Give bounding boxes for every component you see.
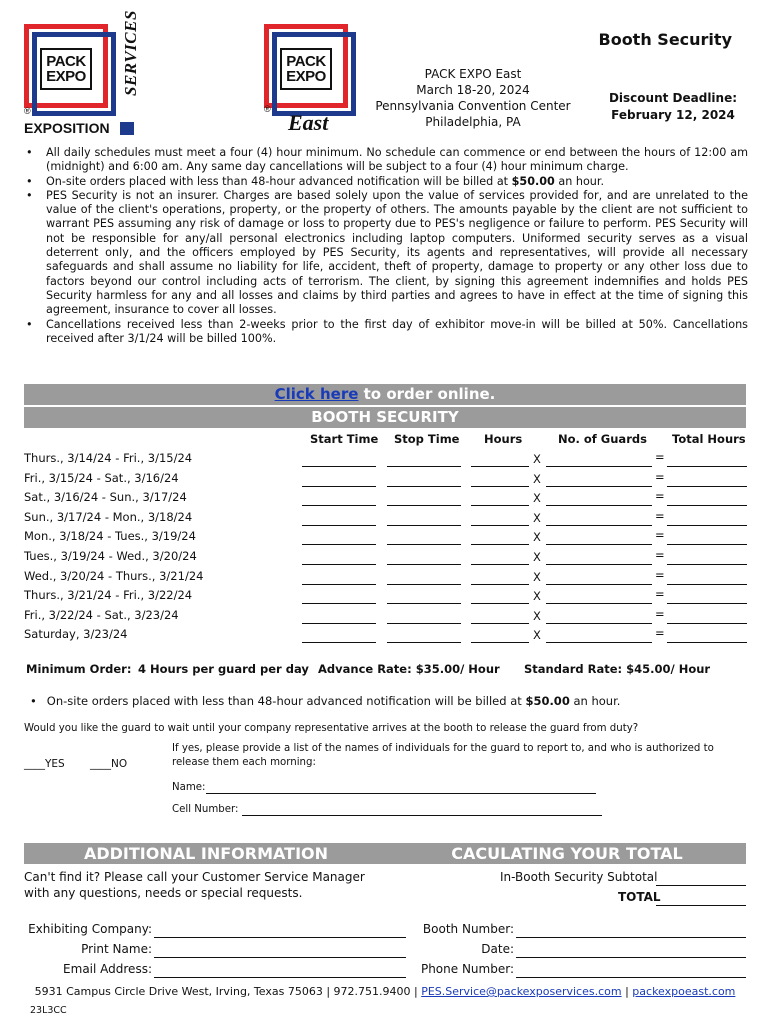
guards-field[interactable] (546, 642, 652, 643)
name-field[interactable] (206, 793, 596, 794)
times-sign: X (533, 491, 541, 506)
discount-deadline: Discount Deadline: February 12, 2024 (608, 91, 738, 122)
start-time-field[interactable] (302, 623, 376, 624)
guards-field[interactable] (546, 525, 652, 526)
stop-time-field[interactable] (387, 603, 461, 604)
stop-time-field[interactable] (387, 505, 461, 506)
hours-field[interactable] (471, 466, 529, 467)
phone-number-field[interactable] (516, 977, 746, 978)
print-name-field[interactable] (154, 957, 406, 958)
start-time-field[interactable] (302, 505, 376, 506)
additional-info-text: Can't find it? Please call your Customer Service Manager with any questions, needs or special requests. (24, 870, 365, 900)
start-time-field[interactable] (302, 544, 376, 545)
show-dates: March 18-20, 2024 (416, 83, 530, 97)
guards-field[interactable] (546, 505, 652, 506)
footer-email-link[interactable]: PES.Service@packexposervices.com (421, 985, 622, 998)
equals-sign: = (655, 548, 665, 562)
footer: 5931 Campus Circle Drive West, Irving, Texas 75063 | 972.751.9400 | PES.Service@packexposervices.com | packexpoeast.com (34, 985, 736, 998)
guards-field[interactable] (546, 486, 652, 487)
booth-number-label: Booth Number: (422, 922, 514, 936)
times-sign: X (533, 589, 541, 604)
times-sign: X (533, 510, 541, 525)
schedule-row-date: Tues., 3/19/24 - Wed., 3/20/24 (24, 549, 197, 563)
hours-field[interactable] (471, 505, 529, 506)
pack-expo-east-logo (264, 24, 360, 136)
start-time-field[interactable] (302, 466, 376, 467)
guards-field[interactable] (546, 466, 652, 467)
logo-blue-square (120, 122, 134, 135)
guards-field[interactable] (546, 564, 652, 565)
onsite-note: • On-site orders placed with less than 48-hour advanced notification will be billed at $50.00 an hour. (30, 694, 621, 708)
hours-field[interactable] (471, 623, 529, 624)
col-start-time: Start Time (310, 432, 379, 446)
show-city: Philadelphia, PA (425, 115, 521, 129)
standard-rate: Standard Rate: $45.00/ Hour (524, 662, 711, 676)
times-sign: X (533, 550, 541, 564)
order-online-bar: Click here to order online. (24, 384, 746, 405)
print-name-label: Print Name: (81, 942, 152, 956)
guards-field[interactable] (546, 544, 652, 545)
start-time-field[interactable] (302, 642, 376, 643)
click-here-link[interactable]: Click here (274, 385, 359, 403)
subtotal-field[interactable] (656, 885, 746, 886)
total-hours-field[interactable] (667, 642, 747, 643)
cell-label: Cell Number: (172, 804, 239, 815)
equals-sign: = (655, 508, 665, 523)
col-total-hours: Total Hours (672, 432, 746, 446)
email-field[interactable] (154, 977, 406, 978)
start-time-field[interactable] (302, 525, 376, 526)
schedule-row-date: Saturday, 3/23/24 (24, 627, 128, 642)
schedule-row-date: Mon., 3/18/24 - Tues., 3/19/24 (24, 529, 196, 544)
hours-field[interactable] (471, 564, 529, 565)
times-sign: X (533, 471, 541, 486)
booth-number-field[interactable] (516, 937, 746, 938)
date-field[interactable] (516, 957, 746, 958)
name-label: Name: (172, 782, 206, 793)
hours-field[interactable] (471, 642, 529, 643)
hours-field[interactable] (471, 486, 529, 487)
stop-time-field[interactable] (387, 642, 461, 643)
total-hours-field[interactable] (667, 505, 747, 506)
col-stop-time: Stop Time (394, 432, 460, 446)
equals-sign: = (655, 450, 665, 464)
equals-sign: = (655, 587, 665, 602)
times-sign: X (533, 569, 541, 584)
stop-time-field[interactable] (387, 623, 461, 624)
stop-time-field[interactable] (387, 564, 461, 565)
terms-item: • Cancellations received less than 2-weeks prior to the first day of exhibitor move-in will be billed at 50%. Cancellations received after 3/1/24 will be billed 100%. (24, 318, 748, 347)
no-option[interactable]: ____NO (90, 758, 128, 770)
times-sign: X (533, 628, 541, 643)
additional-info-bar: ADDITIONAL INFORMATION (24, 843, 388, 864)
logo-services-text: SERVICES (121, 10, 140, 96)
equals-sign: = (655, 469, 665, 484)
equals-sign: = (655, 606, 665, 621)
hours-field[interactable] (471, 603, 529, 604)
hours-field[interactable] (471, 525, 529, 526)
equals-sign: = (655, 567, 665, 582)
schedule-row-date: Sun., 3/17/24 - Mon., 3/18/24 (24, 509, 193, 524)
total-hours-field[interactable] (667, 584, 747, 585)
logo-pack-expo-tile: PACK EXPO (280, 48, 332, 90)
show-info (358, 66, 588, 130)
start-time-field[interactable] (302, 603, 376, 604)
registered-mark: ® (24, 106, 31, 116)
hours-field[interactable] (471, 584, 529, 585)
start-time-field[interactable] (302, 486, 376, 487)
times-sign: X (533, 608, 541, 623)
form-title: Booth Security (598, 30, 732, 49)
yes-option[interactable]: ____YES (24, 758, 65, 770)
minimum-order-label: Minimum Order: (26, 662, 132, 676)
guards-field[interactable] (546, 623, 652, 624)
calc-total-bar: CACULATING YOUR TOTAL (388, 843, 746, 864)
phone-number-label: Phone Number: (420, 962, 514, 976)
date-label: Date: (481, 942, 514, 956)
guards-field[interactable] (546, 603, 652, 604)
cell-number-field[interactable] (242, 815, 602, 816)
total-hours-field[interactable] (667, 466, 747, 467)
registered-mark: ® (264, 104, 271, 114)
total-hours-field[interactable] (667, 525, 747, 526)
logo-exposition-text: EXPOSITION (24, 120, 110, 136)
total-label: TOTAL (618, 890, 661, 904)
schedule-row-date: Thurs., 3/14/24 - Fri., 3/15/24 (24, 451, 193, 465)
wait-question: Would you like the guard to wait until your company representative arrives at the booth to release the guard from duty? (24, 723, 639, 734)
schedule-row-date: Wed., 3/20/24 - Thurs., 3/21/24 (24, 568, 204, 583)
section-title-booth-security: BOOTH SECURITY (24, 407, 746, 428)
stop-time-field[interactable] (387, 486, 461, 487)
stop-time-field[interactable] (387, 466, 461, 467)
guards-field[interactable] (546, 584, 652, 585)
terms-item: • On-site orders placed with less than 48-hour advanced notification will be billed at $50.00 an hour. (24, 175, 748, 189)
terms-list (24, 146, 748, 346)
subtotal-label: In-Booth Security Subtotal (500, 870, 658, 884)
total-hours-field[interactable] (667, 603, 747, 604)
exhibiting-company-field[interactable] (154, 937, 406, 938)
total-field[interactable] (656, 905, 746, 906)
stop-time-field[interactable] (387, 525, 461, 526)
equals-sign: = (655, 489, 665, 504)
total-hours-field[interactable] (667, 623, 747, 624)
email-label: Email Address: (63, 962, 152, 976)
hours-field[interactable] (471, 544, 529, 545)
col-guards: No. of Guards (558, 432, 647, 446)
start-time-field[interactable] (302, 564, 376, 565)
minimum-order-value: 4 Hours per guard per day (138, 662, 309, 676)
schedule-row-date: Thurs., 3/21/24 - Fri., 3/22/24 (24, 588, 193, 603)
schedule-row-date: Fri., 3/22/24 - Sat., 3/23/24 (24, 607, 179, 622)
stop-time-field[interactable] (387, 584, 461, 585)
footer-site-link[interactable]: packexpoeast.com (632, 985, 736, 998)
exhibiting-company-label: Exhibiting Company: (28, 922, 152, 936)
footer-address: 5931 Campus Circle Drive West, Irving, Texas 75063 | 972.751.9400 | (34, 985, 422, 998)
advance-rate: Advance Rate: $35.00/ Hour (318, 662, 500, 676)
terms-item: • All daily schedules must meet a four (4) hour minimum. No schedule can commence or end between the hours of 12:00 am (midnight) and 6:00 am. Any same day cancellations will be subject to a four (4) hour minimum charge. (24, 146, 748, 175)
times-sign: X (533, 530, 541, 545)
logo-east-text: East (288, 110, 329, 135)
pack-expo-services-logo (24, 10, 140, 136)
logo-pack-expo-tile: PACK EXPO (40, 48, 92, 90)
total-hours-field[interactable] (667, 544, 747, 545)
equals-sign: = (655, 626, 665, 641)
start-time-field[interactable] (302, 584, 376, 585)
show-venue: Pennsylvania Convention Center (375, 99, 571, 113)
if-yes-instructions: If yes, please provide a list of the names of individuals for the guard to report to, and who is authorized to release them each morning: (172, 743, 714, 768)
stop-time-field[interactable] (387, 544, 461, 545)
show-name: PACK EXPO East (424, 67, 522, 81)
schedule-row-date: Fri., 3/15/24 - Sat., 3/16/24 (24, 470, 179, 485)
form-code: 23L3CC (30, 1005, 67, 1016)
total-hours-field[interactable] (667, 564, 747, 565)
total-hours-field[interactable] (667, 486, 747, 487)
terms-item: • PES Security is not an insurer. Charges are based solely upon the value of services provided for, and are unrelated to the value of the client's operations, property, or the property of others. The amounts payable by the client are not sufficient to warrant PES assuming any risk of damage or loss to property due to PES's negligence or failure to perform. PES Security will not be responsible for any/all personal electronics including laptop computers. Uniformed security serves as a visual deterrent only, and the officers employed by PES Security, its agents and representatives, will provide all necessary safeguards and shall assume no liability for life, accident, theft of property, damage to property or any other loss due to factors beyond our control including acts of terrorism. The client, by signing this agreement indemnifies and holds PES Security harmless for any and all losses and claims by third parties and agrees to have in effect at the time of signing this agreement, insurance to cover all losses. (24, 189, 748, 318)
col-hours: Hours (484, 432, 523, 446)
times-sign: X (533, 452, 541, 466)
schedule-row-date: Sat., 3/16/24 - Sun., 3/17/24 (24, 490, 187, 505)
equals-sign: = (655, 528, 665, 543)
